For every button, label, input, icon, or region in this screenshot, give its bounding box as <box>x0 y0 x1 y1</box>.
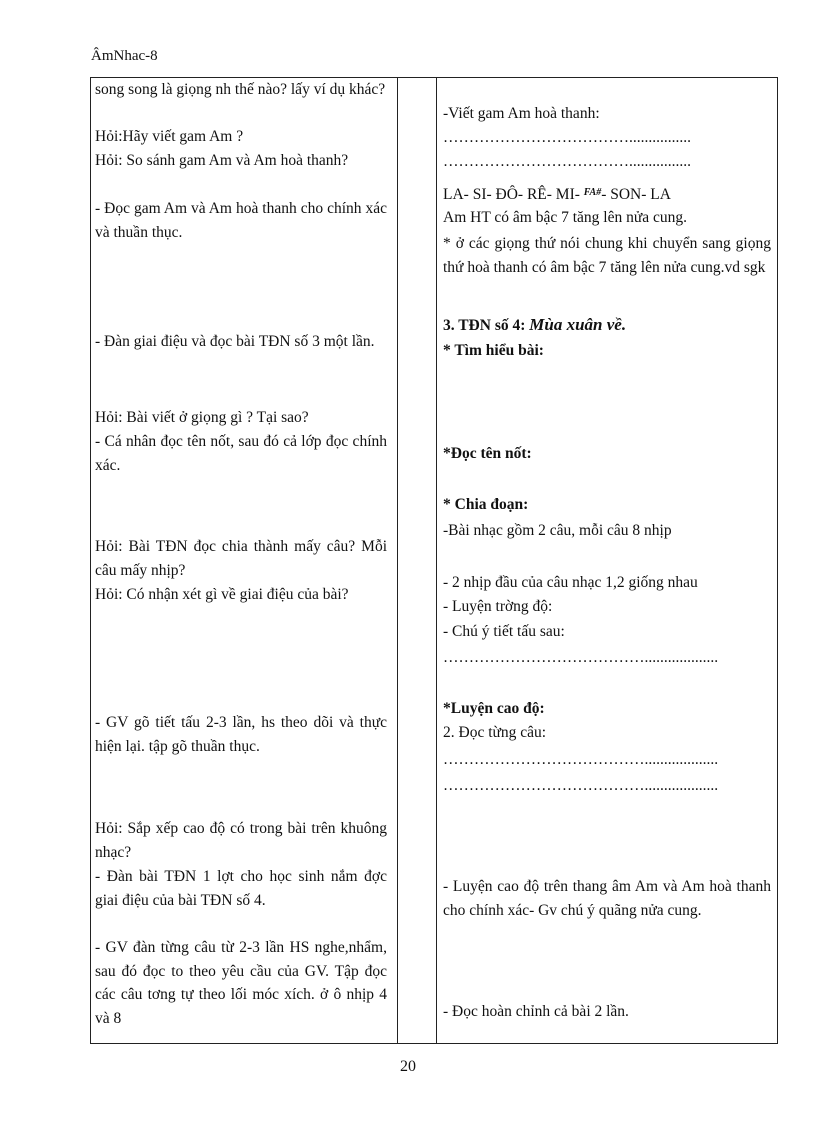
page-header: ÂmNhac-8 <box>91 48 158 64</box>
right-paragraph-tiet-tau: - Chú ý tiết tấu sau: <box>443 623 565 640</box>
scale-part-a: LA- SI- ĐÔ- RÊ- MI- <box>443 186 580 203</box>
left-paragraph-7: - Cá nhân đọc tên nốt, sau đó cả lớp đọc chính xác. <box>95 433 387 474</box>
lesson-content-column <box>437 78 777 1043</box>
left-paragraph-8: Hỏi: Bài TĐN đọc chia thành mấy câu? Mỗi câu mấy nhịp? <box>95 538 387 579</box>
heading-luyen-cao-do: *Luyện cao độ: <box>443 700 545 717</box>
teacher-activities-column <box>91 78 393 1043</box>
heading-doc-ten-not: *Đọc tên nốt: <box>443 445 532 462</box>
right-paragraph-am-ht: Am HT có âm bậc 7 tăng lên nửa cung. <box>443 209 687 226</box>
column-divider-1 <box>397 78 398 1043</box>
left-paragraph-13: - GV đàn từng câu từ 2-3 lần HS nghe,nhẩm, sau đó đọc to theo yêu cầu của GV. Tập đọc các câu tơng tự theo lối móc xích. ở ô nhịp 4 và 8 <box>95 939 387 1027</box>
left-paragraph-11: Hỏi: Sắp xếp cao độ có trong bài trên khuông nhạc? <box>95 820 387 861</box>
left-paragraph-6: Hỏi: Bài viết ở giọng gì ? Tại sao? <box>95 409 309 426</box>
right-paragraph-doc-tung-cau: 2. Đọc từng câu: <box>443 724 547 741</box>
right-paragraph-truong-do: - Luyện trờng độ: <box>443 598 553 615</box>
heading-chia-doan: * Chia đoạn: <box>443 496 529 513</box>
left-paragraph-1: song song là giọng nh thế nào? lấy ví dụ khác? <box>95 81 386 98</box>
left-paragraph-4: - Đọc gam Am và Am hoà thanh cho chính xác và thuần thục. <box>95 200 387 241</box>
left-paragraph-10: - GV gõ tiết tấu 2-3 lần, hs theo dõi và thực hiện lại. tập gõ thuần thục. <box>95 714 387 755</box>
left-paragraph-3: Hỏi: So sánh gam Am và Am hoà thanh? <box>95 152 349 169</box>
scale-fa-sharp: FA# <box>583 187 602 198</box>
left-paragraph-2: Hỏi:Hãy viết gam Am ? <box>95 128 244 145</box>
dotted-line-2: ………………………………................ <box>443 153 691 170</box>
dotted-line-5: …………………………………................... <box>443 777 719 794</box>
song-title: Mùa xuân về. <box>529 315 627 334</box>
section-prefix: 3. TĐN số 4: <box>443 317 526 334</box>
left-paragraph-5: - Đàn giai điệu và đọc bài TĐN số 3 một lần. <box>95 333 375 350</box>
right-paragraph-viet-gam: -Viết gam Am hoà thanh: <box>443 105 600 122</box>
lesson-table <box>90 77 778 1044</box>
left-paragraph-9: Hỏi: Có nhận xét gì về giai điệu của bài? <box>95 586 349 603</box>
dotted-line-4: …………………………………................... <box>443 751 719 768</box>
page-number: 20 <box>400 1058 416 1075</box>
left-paragraph-12: - Đàn bài TĐN 1 lợt cho học sinh nắm đợc giai điệu của bài TĐN số 4. <box>95 868 387 909</box>
right-paragraph-luyen-cao-do-am: - Luyện cao độ trên thang âm Am và Am hoà thanh cho chính xác- Gv chú ý quãng nửa cung. <box>443 878 771 919</box>
scale-line <box>443 181 771 207</box>
section-heading-tdn4 <box>443 313 771 338</box>
right-paragraph-bai-nhac: -Bài nhạc gồm 2 câu, mỗi câu 8 nhịp <box>443 522 672 539</box>
heading-tim-hieu-bai: * Tìm hiểu bài: <box>443 342 544 359</box>
dotted-line-1: ………………………………................ <box>443 129 691 146</box>
right-paragraph-2-nhip: - 2 nhịp đầu của câu nhạc 1,2 giống nhau <box>443 574 698 591</box>
right-paragraph-note: * ở các giọng thứ nói chung khi chuyển sang giọng thứ hoà thanh có âm bậc 7 tăng lên nửa cung.vd sgk <box>443 235 771 276</box>
dotted-line-3: …………………………………................... <box>443 649 719 666</box>
right-paragraph-doc-hoan-chinh: - Đọc hoàn chỉnh cả bài 2 lần. <box>443 1003 629 1020</box>
scale-part-b: - SON- LA <box>601 186 671 203</box>
